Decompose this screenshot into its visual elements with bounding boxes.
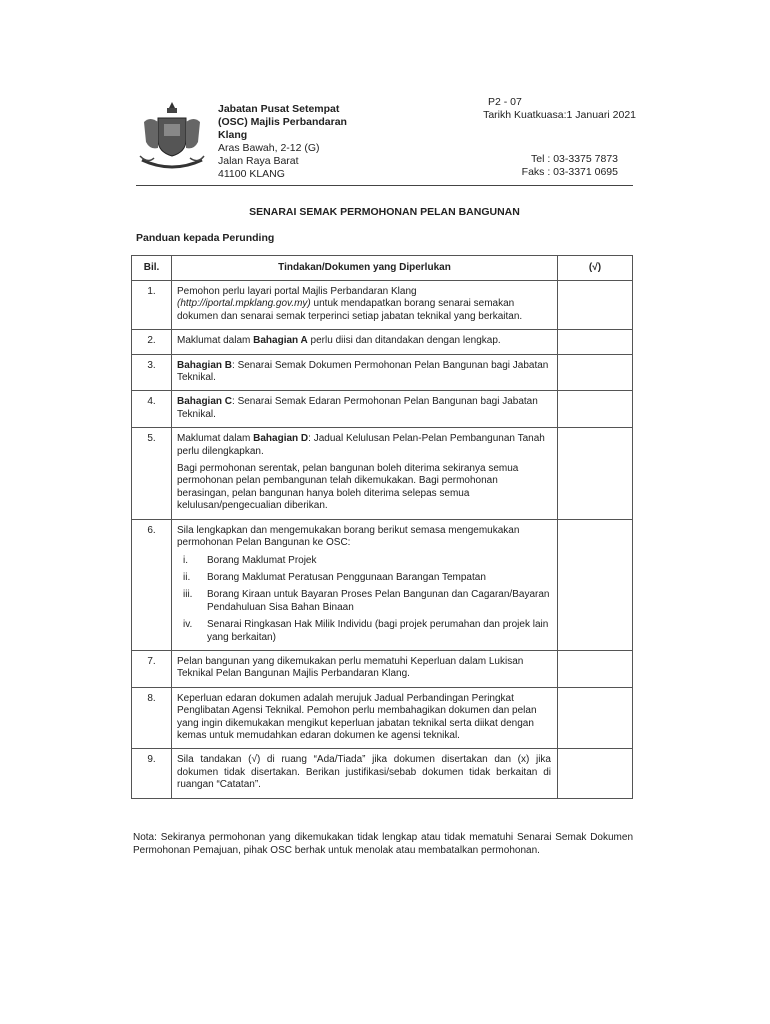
row-text-part: Sila lengkapkan dan mengemukakan borang berikut semasa mengemukakan permohonan Pelan Bangunan ke OSC: [177,524,520,549]
sub-item-numeral: iv. [183,619,193,631]
section-ref: Bahagian C [177,396,233,408]
address-line1: Aras Bawah, 2-12 (G) [218,142,320,154]
row-number: 4. [132,391,172,428]
sub-item [177,572,551,584]
sub-item [177,555,551,567]
check-cell[interactable] [558,391,633,428]
row-text: Sila tandakan (√) di ruang “Ada/Tiada” jika dokumen disertakan dan (x) jika dokumen tidak disertakan. Berikan justifikasi/sebab dokumen tidak berkaitan di ruangan “Catatan”. [172,749,558,798]
table-row [132,330,633,354]
telephone: Tel : 03-3375 7873 [531,153,618,165]
row-text [172,354,558,391]
sub-item-text: Borang Maklumat Peratusan Penggunaan Barangan Tempatan [207,571,486,583]
header-divider [136,185,633,186]
col-header-check: (√) [558,256,633,281]
col-header-no: Bil. [132,256,172,281]
row-text-part: untuk mendapatkan borang senarai semakan dokumen dan senarai semak terperinci setiap jabatan teknikal yang berkaitan. [177,298,523,322]
address-line2: Jalan Raya Barat [218,155,299,167]
section-ref: Bahagian D [253,433,309,445]
check-cell[interactable] [558,650,633,687]
section-subtitle: Panduan kepada Perunding [136,232,275,244]
row-text: Pelan bangunan yang dikemukakan perlu mematuhi Keperluan dalam Lukisan Teknikal Pelan Bangunan Majlis Perbandaran Klang. [172,650,558,687]
council-crest-logo [136,98,208,176]
row-number: 5. [132,428,172,519]
sub-item-numeral: iii. [183,589,193,601]
row-text-part: : Senarai Semak Dokumen Permohonan Pelan Bangunan bagi Jabatan Teknikal. [177,359,549,384]
footnote: Nota: Sekiranya permohonan yang dikemukakan tidak lengkap atau tidak mematuhi Senarai Semak Dokumen Permohonan Pemajuan, pihak OSC berhak untuk menolak atau membatalkan permohonan. [133,832,633,856]
check-cell[interactable] [558,354,633,391]
row-number: 9. [132,749,172,798]
table-row [132,749,633,798]
row-text-part: Maklumat dalam [177,433,254,445]
table-row [132,650,633,687]
address-line3: 41100 KLANG [218,168,285,180]
table-row [132,281,633,330]
row-number: 3. [132,354,172,391]
table-row [132,391,633,428]
row-text [172,281,558,330]
sub-item-numeral: i. [183,554,188,566]
check-cell[interactable] [558,428,633,519]
section-ref: Bahagian A [253,335,308,347]
col-header-document: Tindakan/Dokumen yang Diperlukan [172,256,558,281]
check-cell[interactable] [558,687,633,749]
portal-url: (http://iportal.mpklang.gov.my) [177,298,311,310]
row-text-part: Maklumat dalam [177,335,254,347]
check-cell[interactable] [558,749,633,798]
table-row [132,519,633,650]
row-text [172,391,558,428]
document-reference [478,96,636,122]
form-code: P2 - 07 [488,96,522,108]
organization-address [218,103,347,181]
row-number: 2. [132,330,172,354]
row-text-part: perlu diisi dan ditandakan dengan lengkap. [307,335,501,347]
table-row [132,354,633,391]
org-name-line1: Jabatan Pusat Setempat [218,103,340,115]
contact-info [480,153,648,179]
sub-item-text: Borang Maklumat Projek [207,554,317,566]
checklist-table [131,255,633,799]
table-header-row [132,256,633,281]
check-cell[interactable] [558,330,633,354]
sub-item [177,589,551,614]
row-text [172,428,558,519]
row-number: 7. [132,650,172,687]
sub-item [177,619,551,644]
row-number: 6. [132,519,172,650]
row-text [172,519,558,650]
row-number: 8. [132,687,172,749]
section-ref: Bahagian B [177,359,233,371]
org-name-line2: (OSC) Majlis Perbandaran [218,116,347,128]
row-text-part: : Senarai Semak Edaran Permohonan Pelan Bangunan bagi Jabatan Teknikal. [177,396,538,420]
table-row [132,687,633,749]
check-cell[interactable] [558,519,633,650]
table-row [132,428,633,519]
row-paragraph: Bagi permohonan serentak, pelan bangunan boleh diterima sekiranya semua permohonan pelan pembangunan telah dikemukakan. Bagi permohonan berasingan, pelan bangunan hanya boleh diterima selepas semua kelulusan/pengecualian diberikan. [177,463,519,512]
row-number: 1. [132,281,172,330]
org-name-line3: Klang [218,129,248,141]
sub-item-numeral: ii. [183,571,191,583]
sub-item-text: Borang Kiraan untuk Bayaran Proses Pelan Bangunan dan Cagaran/Bayaran Pendahuluan Sisa Bahan Binaan [207,589,550,613]
row-text-part: Pemohon perlu layari portal Majlis Perbandaran Klang [177,286,417,297]
document-title: SENARAI SEMAK PERMOHONAN PELAN BANGUNAN [249,206,520,218]
row-text-part: : Jadual Kelulusan Pelan-Pelan Pembangunan Tanah perlu dilengkapkan. [177,433,545,457]
fax: Faks : 03-3371 0695 [521,166,618,178]
row-text [172,330,558,354]
sub-item-text: Senarai Ringkasan Hak Milik Individu (bagi projek perumahan dan projek lain yang berkaitan) [207,619,549,643]
row-text: Keperluan edaran dokumen adalah merujuk Jadual Perbandingan Peringkat Penglibatan Agensi Teknikal. Pemohon perlu membahagikan dokumen dan pelan yang ingin dikemukakan mengikut keperluan jabatan teknikal serta diikat dengan kemas untuk memudahkan edaran dokumen ke agensi teknikal. [172,687,558,749]
check-cell[interactable] [558,281,633,330]
effective-date: Tarikh Kuatkuasa:1 Januari 2021 [483,109,636,121]
